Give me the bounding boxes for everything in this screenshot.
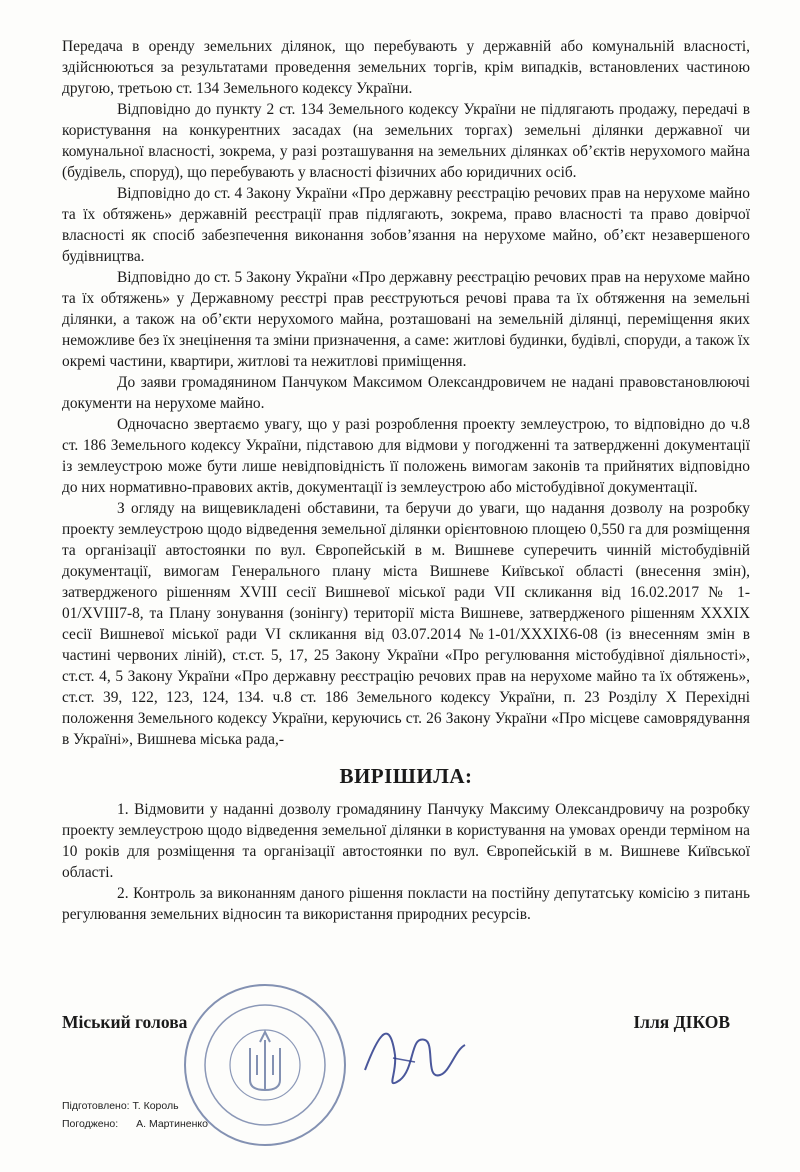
handwritten-signature-icon: [355, 1010, 475, 1100]
prepared-by: Підготовлено: Т. Король: [62, 1100, 179, 1112]
signer-name: Ілля ДІКОВ: [633, 1012, 730, 1032]
paragraph-4: Відповідно до ст. 5 Закону України «Про державну реєстрацію речових прав на нерухоме майно та їх обтяжень» у Державному реєстрі прав реєструються речові права та їх обтяження на земельні ділянки, а також на об’єкти нерухомого майна, розташовані на земельній ділянці, переміщення яких неможливе без їх знецінення та зміни призначення, а саме: житлові будинки, будівлі, споруди, а також їх окремі частини, квартири, житлові та нежитлові приміщення.: [62, 269, 750, 370]
document-body: [62, 36, 750, 925]
paragraph-2: Відповідно до пункту 2 ст. 134 Земельного кодексу України не підлягають продажу, передачі в користування на конкурентних засадах (на земельних торгах) земельні ділянки державної чи комунальної власності, зокрема, у разі розташування на земельних ділянках об’єктів нерухомого майна (будівель, споруд), що перебувають у власності фізичних або юридичних осіб.: [62, 101, 750, 181]
paragraph-6: Одночасно звертаємо увагу, що у разі розроблення проекту землеустрою, то відповідно до ч.8 ст. 186 Земельного кодексу України, підставою для відмови у погодженні та затвердженні документації із землеустрою може бути лише невідповідність її положень вимогам законів та прийнятих відповідно до них нормативно-правових актів, документації із землеустрою або містобудівної документації.: [62, 416, 750, 496]
decision-item-2: 2. Контроль за виконанням даного рішення покласти на постійну депутатську комісію з питань регулювання земельних відносин та використання природних ресурсів.: [62, 885, 750, 923]
signer-title: Міський голова: [62, 1012, 188, 1032]
decision-heading: ВИРІШИЛА:: [339, 764, 473, 788]
paragraph-3: Відповідно до ст. 4 Закону України «Про державну реєстрацію речових прав на нерухоме майно та їх обтяжень» державній реєстрації прав підлягають, зокрема, право власності та право довірчої власності як спосіб забезпечення виконання зобов’язання на нерухоме майно, об’єкт незавершеного будівництва.: [62, 185, 750, 265]
paragraph-7: З огляду на вищевикладені обставини, та беручи до уваги, що надання дозволу на розробку проекту землеустрою щодо відведення земельної ділянки орієнтовною площею 0,550 га для розміщення та організації автостоянки по вул. Європейській в м. Вишневе суперечить чинній містобудівній документації, вимогам Генерального плану міста Вишневе Київської області (внесення змін), затвердженого рішенням XVIII сесії Вишневої міської ради VII скликання від 16.02.2017 № 1-01/XVIII7-8, та Плану зонування (зонінгу) території міста Вишневе, затвердженого рішенням XXXIX сесії Вишневої міської ради VI скликання від 03.07.2014 №1-01/XXXIX6-08 (із внесенням змін в частині червоних ліній), ст.ст. 5, 17, 25 Закону України «Про регулювання містобудівної діяльності», ст.ст. 4, 5 Закону України «Про державну реєстрацію речових прав на нерухоме майно та їх обтяжень», ст.ст. 39, 122, 123, 124, 134. ч.8 ст. 186 Земельного кодексу України, п. 23 Розділу Х Перехідні положення Земельного кодексу України, керуючись ст. 26 Закону України «Про місцеве самоврядування в Україні», Вишнева міська рада,-: [62, 500, 750, 748]
paragraph-1: Передача в оренду земельних ділянок, що перебувають у державній або комунальній власності, здійснюються за результатами проведення земельних торгів, крім випадків, встановлених частиною другою, третьою ст. 134 Земельного кодексу України.: [62, 38, 750, 97]
agreed-by: [62, 1118, 208, 1130]
decision-item-1: 1. Відмовити у наданні дозволу громадянину Панчуку Максиму Олександровичу на розробку проекту землеустрою щодо відведення земельної ділянки в користування на умовах оренди терміном на 10 років для розміщення та організації автостоянки по вул. Європейській в м. Вишневе Київської області.: [62, 801, 750, 881]
agreed-name: А. Мартиненко: [136, 1118, 208, 1130]
paragraph-5: До заяви громадянином Панчуком Максимом Олександровичем не надані правовстановлюючі документи на нерухоме майно.: [62, 374, 750, 412]
agreed-label: Погоджено:: [62, 1118, 119, 1130]
